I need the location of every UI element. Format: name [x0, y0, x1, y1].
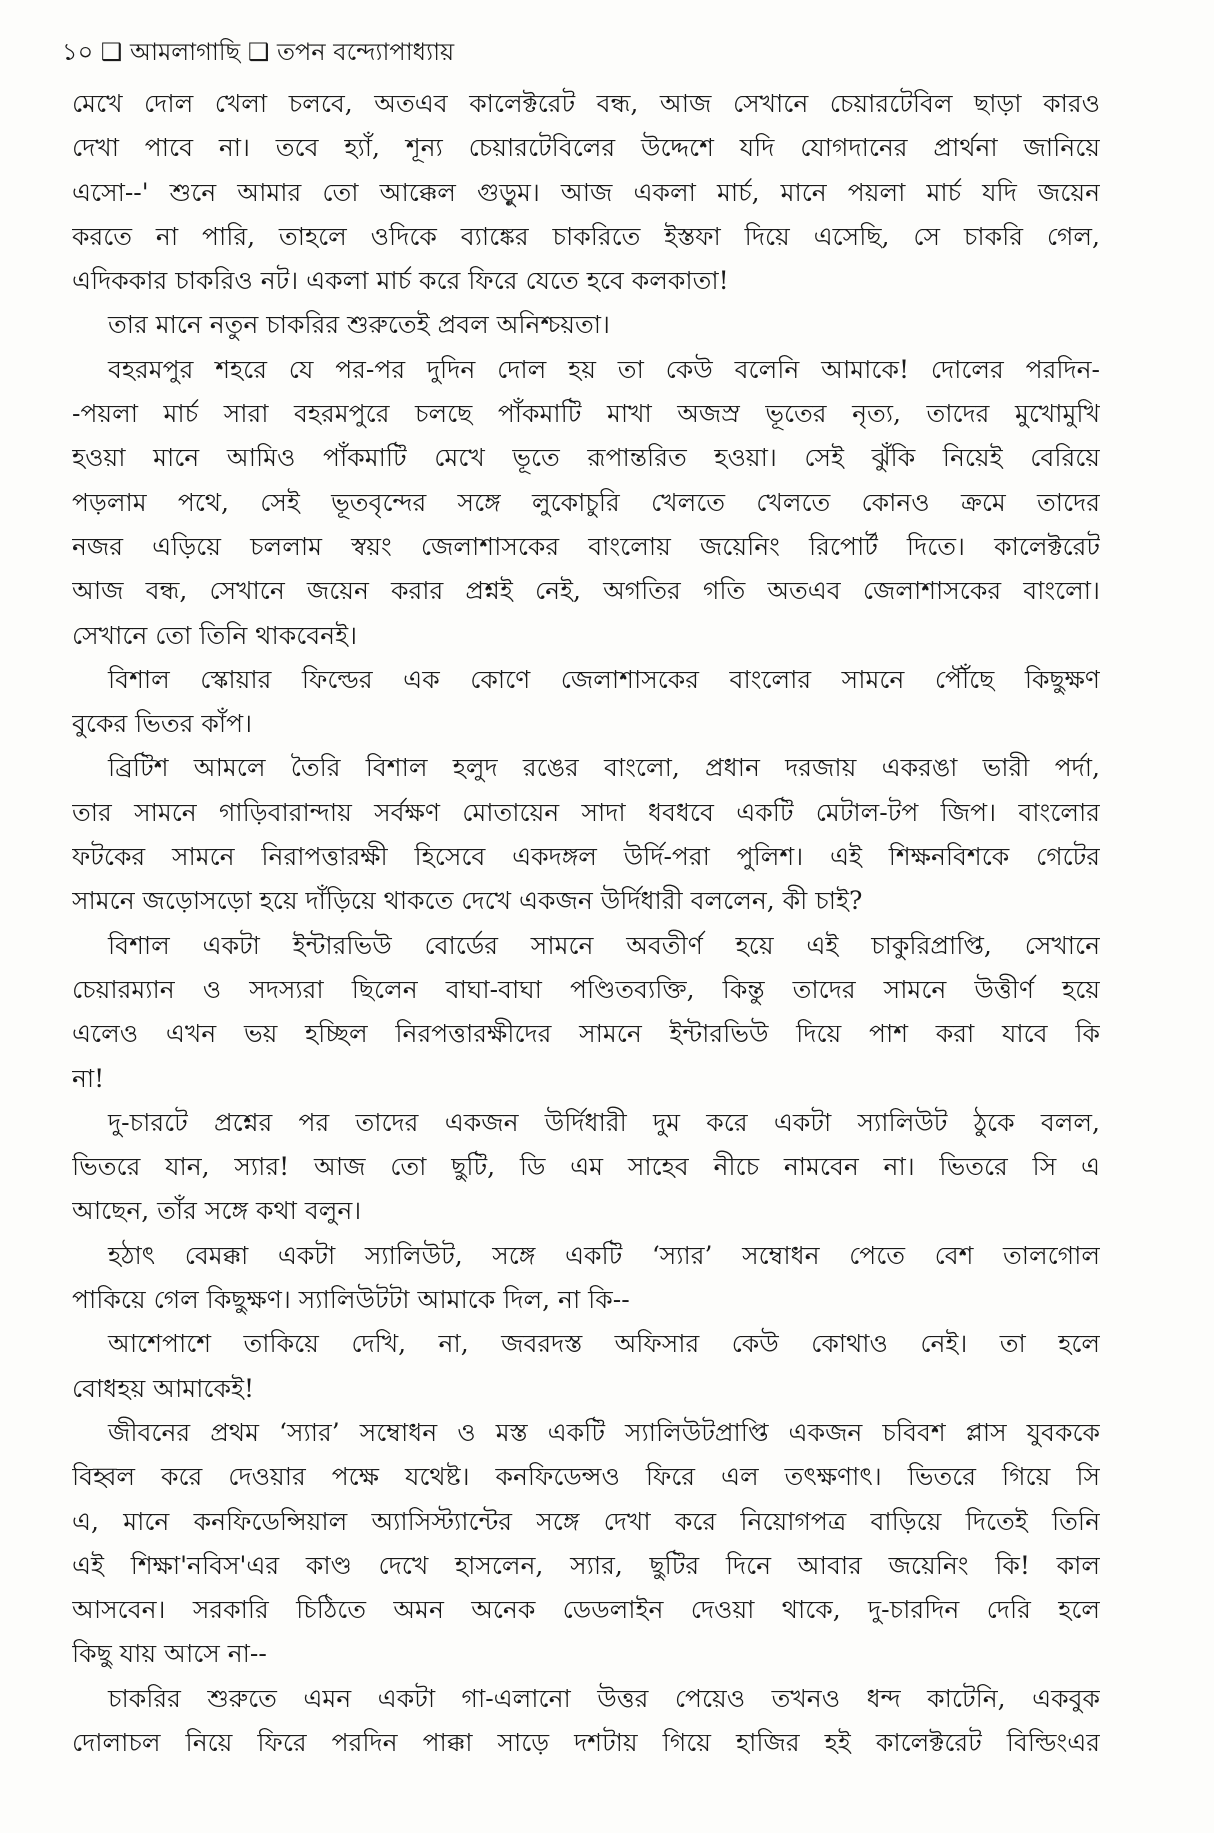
- text-line: চেয়ারম্যান ও সদস্যরা ছিলেন বাঘা-বাঘা পণ্ডিতব্যক্তি, কিন্তু তাদের সামনে উত্তীর্ণ হয়ে: [72, 974, 1100, 1004]
- text-line: সামনে জড়োসড়ো হয়ে দাঁড়িয়ে থাকতে দেখে একজন উর্দিধারী বললেন, কী চাই?: [72, 886, 863, 916]
- text-line: তার সামনে গাড়িবারান্দায় সর্বক্ষণ মোতায়েন সাদা ধবধবে একটি মেটাল-টপ জিপ। বাংলোর: [72, 797, 1100, 827]
- text-line: মেখে দোল খেলা চলবে, অতএব কালেক্টরেট বন্ধ, আজ সেখানে চেয়ারটেবিল ছাড়া কারও: [72, 89, 1100, 118]
- text-line: দেখা পাবে না। তবে হ্যাঁ, শূন্য চেয়ারটেবিলের উদ্দেশে যদি যোগদানের প্রার্থনা জানিয়ে: [72, 133, 1100, 163]
- text-line: দোলাচল নিয়ে ফিরে পরদিন পাক্কা সাড়ে দশটায় গিয়ে হাজির হই কালেক্টরেট বিল্ডিংএর: [72, 1727, 1100, 1757]
- running-header: ১০ ❑ আমলাগাছি ❑ তপন বন্দ্যোপাধ্যায়: [62, 38, 455, 66]
- text-line: এলেও এখন ভয় হচ্ছিল নিরপত্তারক্ষীদের সামনে ইন্টারভিউ দিয়ে পাশ করা যাবে কি: [72, 1019, 1100, 1049]
- text-line: বহরমপুর শহরে যে পর-পর দুদিন দোল হয় তা কেউ বলেনি আমাকে! দোলের পরদিন-: [108, 354, 1100, 384]
- text-line: না!: [72, 1063, 105, 1093]
- text-line: এদিককার চাকরিও নট। একলা মার্চ করে ফিরে যেতে হবে কলকাতা!: [72, 266, 729, 296]
- text-line: এ, মানে কনফিডেন্সিয়াল অ্যাসিস্ট্যান্টের সঙ্গে দেখা করে নিয়োগপত্র বাড়িয়ে দিতেই তিনি: [72, 1506, 1100, 1536]
- text-line: এই শিক্ষা'নবিস'এর কাণ্ড দেখে হাসলেন, স্যার, ছুটির দিনে আবার জয়েনিং কি! কাল: [72, 1550, 1100, 1580]
- text-line: ফটকের সামনে নিরাপত্তারক্ষী হিসেবে একদঙ্গল উর্দি-পরা পুলিশ। এই শিক্ষনবিশকে গেটের: [72, 842, 1100, 872]
- text-line: কিছু যায় আসে না--: [72, 1639, 267, 1669]
- text-line: হঠাৎ বেমক্কা একটা স্যালিউট, সঙ্গে একটি ‘স্যার’ সম্বোধন পেতে বেশ তালগোল: [108, 1240, 1100, 1270]
- text-line: -পয়লা মার্চ সারা বহরমপুরে চলছে পাঁকমাটি মাখা অজস্র ভূতের নৃত্য, তাদের মুখোমুখি: [72, 399, 1100, 429]
- text-line: সেখানে তো তিনি থাকবেনই।: [72, 620, 358, 650]
- text-line: পড়লাম পথে, সেই ভূতবৃন্দের সঙ্গে লুকোচুরি খেলতে খেলতে কোনও ক্রমে তাদের: [72, 487, 1100, 517]
- text-line: চাকরির শুরুতে এমন একটা গা-এলানো উত্তর পেয়েও তখনও ধন্দ কাটেনি, একবুক: [108, 1683, 1100, 1713]
- text-line: বুকের ভিতর কাঁপ।: [72, 709, 253, 739]
- text-line: দু-চারটে প্রশ্নের পর তাদের একজন উর্দিধারী দুম করে একটা স্যালিউট ঠুকে বলল,: [108, 1107, 1100, 1137]
- text-line: তার মানে নতুন চাকরির শুরুতেই প্রবল অনিশ্চয়তা।: [108, 310, 610, 340]
- text-line: পাকিয়ে গেল কিছুক্ষণ। স্যালিউটটা আমাকে দিল, না কি--: [72, 1285, 630, 1315]
- text-line: জীবনের প্রথম ‘স্যার’ সম্বোধন ও মস্ত একটি স্যালিউটপ্রাপ্তি একজন চবিবশ প্লাস যুবককে: [108, 1417, 1100, 1447]
- text-line: ব্রিটিশ আমলে তৈরি বিশাল হলুদ রঙের বাংলো, প্রধান দরজায় একরঙা ভারী পর্দা,: [108, 753, 1100, 783]
- text-line: আজ বন্ধ, সেখানে জয়েন করার প্রশ্নই নেই, অগতির গতি অতএব জেলাশাসকের বাংলো।: [72, 576, 1100, 606]
- text-line: ভিতরে যান, স্যার! আজ তো ছুটি, ডি এম সাহেব নীচে নামবেন না। ভিতরে সি এ: [72, 1152, 1100, 1182]
- text-line: আশেপাশে তাকিয়ে দেখি, না, জবরদস্ত অফিসার কেউ কোথাও নেই। তা হলে: [108, 1329, 1100, 1359]
- text-line: বিশাল স্কোয়ার ফিল্ডের এক কোণে জেলাশাসকের বাংলোর সামনে পৌঁছে কিছুক্ষণ: [108, 664, 1100, 694]
- text-line: বিহ্বল করে দেওয়ার পক্ষে যথেষ্ট। কনফিডেন্সও ফিরে এল তৎক্ষণাৎ। ভিতরে গিয়ে সি: [72, 1462, 1100, 1492]
- text-line: এসো--' শুনে আমার তো আক্কেল গুড়ুম। আজ একলা মার্চ, মানে পয়লা মার্চ যদি জয়েন: [72, 177, 1100, 207]
- text-line: আসবেন। সরকারি চিঠিতে অমন অনেক ডেডলাইন দেওয়া থাকে, দু-চারদিন দেরি হলে: [72, 1595, 1100, 1625]
- text-line: নজর এড়িয়ে চললাম স্বয়ং জেলাশাসকের বাংলোয় জয়েনিং রিপোর্ট দিতে। কালেক্টরেট: [72, 531, 1100, 561]
- text-line: আছেন, তাঁর সঙ্গে কথা বলুন।: [72, 1196, 362, 1226]
- text-line: বোধহয় আমাকেই!: [72, 1373, 255, 1403]
- text-line: করতে না পারি, তাহলে ওদিকে ব্যাঙ্কের চাকরিতে ইস্তফা দিয়ে এসেছি, সে চাকরি গেল,: [72, 221, 1100, 251]
- text-line: হওয়া মানে আমিও পাঁকমাটি মেখে ভূতে রূপান্তরিত হওয়া। সেই ঝুঁকি নিয়েই বেরিয়ে: [72, 443, 1100, 473]
- body-text: [72, 82, 1100, 1765]
- text-line: বিশাল একটা ইন্টারভিউ বোর্ডের সামনে অবতীর্ণ হয়ে এই চাকুরিপ্রাপ্তি, সেখানে: [108, 930, 1100, 960]
